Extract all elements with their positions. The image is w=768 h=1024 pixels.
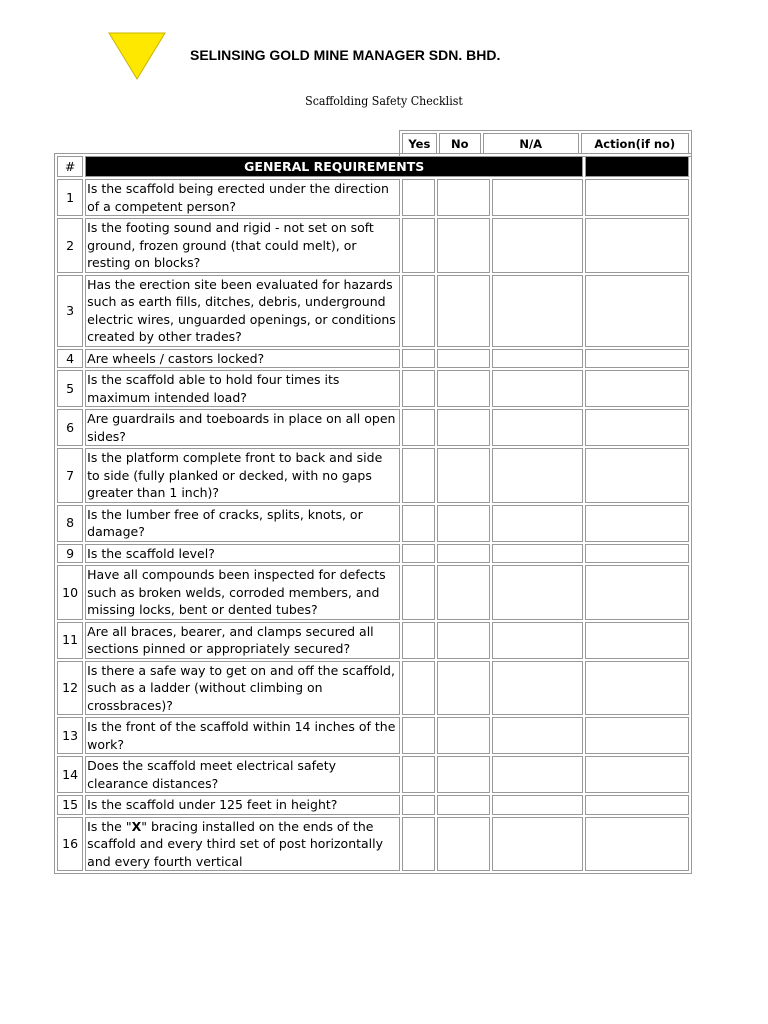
row-question: Is the scaffold being erected under the direction of a competent person? [85,179,400,216]
checklist-row [57,370,689,407]
answer-na-cell[interactable] [492,218,584,273]
checklist-row [57,817,689,872]
checklist-row [57,544,689,564]
row-number: 3 [57,275,83,347]
row-question: Is there a safe way to get on and off the scaffold, such as a ladder (without climbing on crossbraces)? [85,661,400,716]
action-if-no-cell[interactable] [585,544,689,564]
action-if-no-cell[interactable] [585,349,689,369]
document-title: Scaffolding Safety Checklist [305,94,463,108]
answer-no-cell[interactable] [437,275,489,347]
row-question: Are all braces, bearer, and clamps secured all sections pinned or appropriately secured? [85,622,400,659]
column-header-no: No [439,133,481,154]
answer-yes-cell[interactable] [402,565,435,620]
answer-na-cell[interactable] [492,756,584,793]
checklist-row [57,275,689,347]
checklist-row [57,622,689,659]
answer-no-cell[interactable] [437,661,489,716]
row-question: Are guardrails and toeboards in place on all open sides? [85,409,400,446]
row-number: 8 [57,505,83,542]
answer-yes-cell[interactable] [402,622,435,659]
row-number: 10 [57,565,83,620]
column-header-na: N/A [483,133,579,154]
answer-yes-cell[interactable] [402,370,435,407]
answer-no-cell[interactable] [437,349,489,369]
row-number: 15 [57,795,83,815]
answer-no-cell[interactable] [437,505,489,542]
checklist-row [57,717,689,754]
answer-na-cell[interactable] [492,448,584,503]
action-if-no-cell[interactable] [585,565,689,620]
answer-na-cell[interactable] [492,565,584,620]
row-number: 1 [57,179,83,216]
answer-na-cell[interactable] [492,622,584,659]
action-if-no-cell[interactable] [585,409,689,446]
row-question: Are wheels / castors locked? [85,349,400,369]
checklist-row [57,795,689,815]
answer-na-cell[interactable] [492,505,584,542]
action-if-no-cell[interactable] [585,717,689,754]
answer-no-cell[interactable] [437,795,489,815]
checklist-row [57,409,689,446]
action-if-no-cell[interactable] [585,795,689,815]
answer-na-cell[interactable] [492,795,584,815]
row-number: 12 [57,661,83,716]
answer-no-cell[interactable] [437,622,489,659]
answer-na-cell[interactable] [492,817,584,872]
section-header-row [57,156,689,177]
column-header-yes: Yes [402,133,437,154]
answer-na-cell[interactable] [492,275,584,347]
row-number: 13 [57,717,83,754]
action-if-no-cell[interactable] [585,448,689,503]
answer-yes-cell[interactable] [402,505,435,542]
row-question: Is the scaffold under 125 feet in height? [85,795,400,815]
action-if-no-cell[interactable] [585,275,689,347]
row-number: 16 [57,817,83,872]
checklist-row [57,349,689,369]
row-question-text: Is the " [87,818,132,834]
checklist-row [57,179,689,216]
row-question-text: " bracing installed on the ends of the scaffold and every third set of post horizontally and every fourth vertical [87,818,384,869]
answer-yes-cell[interactable] [402,544,435,564]
row-question: Is the footing sound and rigid - not set on soft ground, frozen ground (that could melt), or resting on blocks? [85,218,400,273]
checklist-row [57,756,689,793]
section-header-filler [585,156,689,177]
checklist-row [57,565,689,620]
row-number: 5 [57,370,83,407]
answer-no-cell[interactable] [437,756,489,793]
row-question-bold-text: X [131,818,142,834]
row-question: Has the erection site been evaluated for hazards such as earth fills, ditches, debris, underground electric wires, unguarded openings, or conditions created by other trades? [85,275,400,347]
answer-na-cell[interactable] [492,409,584,446]
answer-no-cell[interactable] [437,448,489,503]
checklist-row [57,505,689,542]
answer-na-cell[interactable] [492,544,584,564]
checklist-row [57,448,689,503]
action-if-no-cell[interactable] [585,370,689,407]
row-question: Have all compounds been inspected for defects such as broken welds, corroded members, and missing locks, bent or dented tubes? [85,565,400,620]
row-question: Is the scaffold level? [85,544,400,564]
row-question: Does the scaffold meet electrical safety clearance distances? [85,756,400,793]
row-number: 7 [57,448,83,503]
company-logo-triangle-icon [108,32,166,80]
row-number: 11 [57,622,83,659]
answer-yes-cell[interactable] [402,717,435,754]
answer-no-cell[interactable] [437,218,489,273]
action-if-no-cell[interactable] [585,218,689,273]
action-if-no-cell[interactable] [585,179,689,216]
answer-yes-cell[interactable] [402,349,435,369]
checklist-row [57,218,689,273]
row-number: 14 [57,756,83,793]
answer-no-cell[interactable] [437,409,489,446]
answer-na-cell[interactable] [492,370,584,407]
answer-yes-cell[interactable] [402,817,435,872]
checklist-table [54,153,692,874]
action-if-no-cell[interactable] [585,505,689,542]
row-number: 2 [57,218,83,273]
answer-no-cell[interactable] [437,717,489,754]
row-question: Is the lumber free of cracks, splits, knots, or damage? [85,505,400,542]
action-if-no-cell[interactable] [585,817,689,872]
company-name: SELINSING GOLD MINE MANAGER SDN. BHD. [190,47,501,63]
action-if-no-cell[interactable] [585,622,689,659]
answer-na-cell[interactable] [492,717,584,754]
answer-no-cell[interactable] [437,544,489,564]
row-number: 6 [57,409,83,446]
answer-na-cell[interactable] [492,661,584,716]
number-column-header: # [57,156,83,177]
row-question: Is the front of the scaffold within 14 inches of the work? [85,717,400,754]
answer-yes-cell[interactable] [402,756,435,793]
row-question: Is the platform complete front to back and side to side (fully planked or decked, with no gaps greater than 1 inch)? [85,448,400,503]
row-number: 4 [57,349,83,369]
row-question [85,817,400,872]
answer-yes-cell[interactable] [402,409,435,446]
answer-no-cell[interactable] [437,817,489,872]
answer-na-cell[interactable] [492,179,584,216]
section-title: GENERAL REQUIREMENTS [85,156,583,177]
answer-yes-cell[interactable] [402,661,435,716]
row-number: 9 [57,544,83,564]
answer-no-cell[interactable] [437,565,489,620]
answer-yes-cell[interactable] [402,218,435,273]
column-header-action: Action(if no) [581,133,689,154]
action-if-no-cell[interactable] [585,756,689,793]
answer-yes-cell[interactable] [402,275,435,347]
action-if-no-cell[interactable] [585,661,689,716]
answer-na-cell[interactable] [492,349,584,369]
answer-no-cell[interactable] [437,179,489,216]
row-question: Is the scaffold able to hold four times its maximum intended load? [85,370,400,407]
answer-no-cell[interactable] [437,370,489,407]
answer-yes-cell[interactable] [402,448,435,503]
checklist-row [57,661,689,716]
answer-yes-cell[interactable] [402,795,435,815]
answer-yes-cell[interactable] [402,179,435,216]
